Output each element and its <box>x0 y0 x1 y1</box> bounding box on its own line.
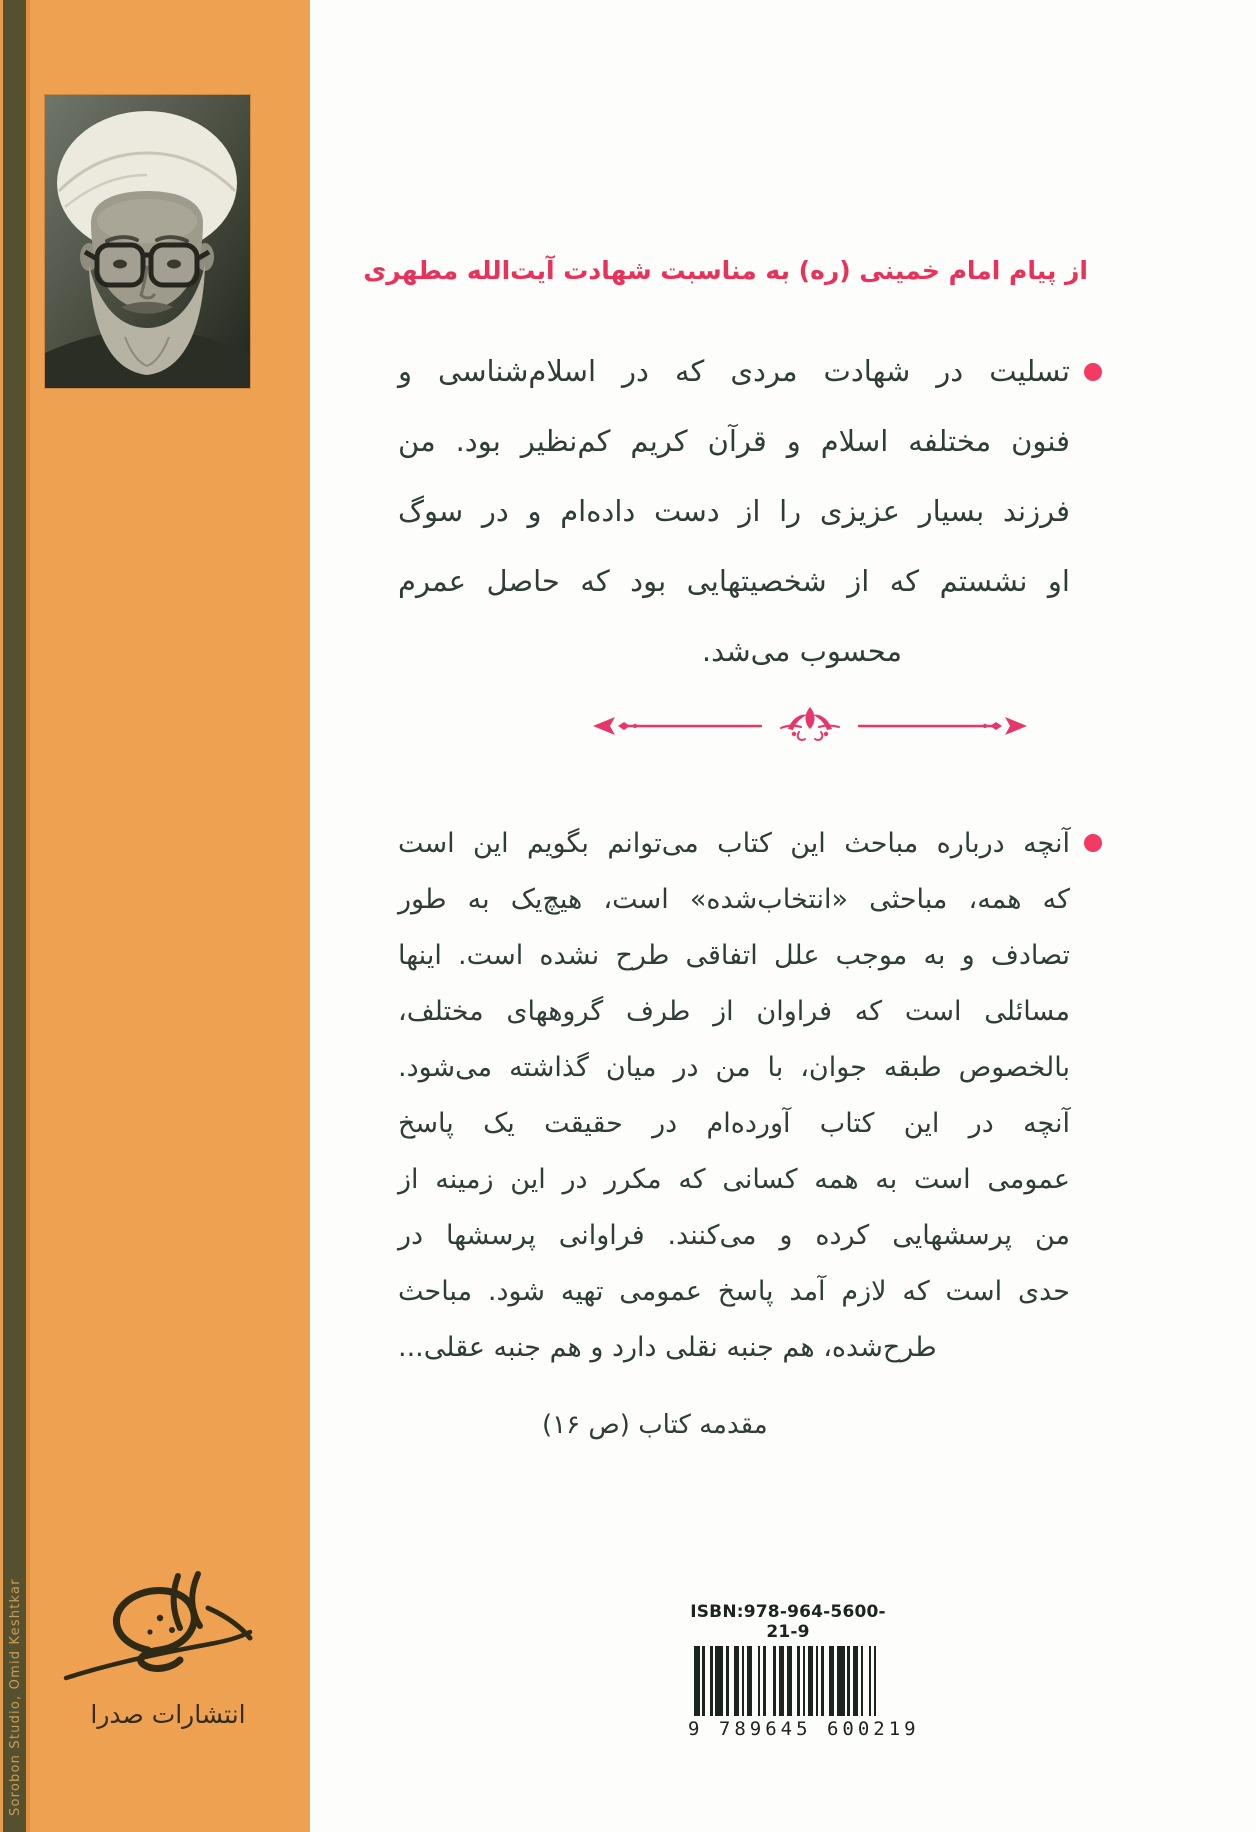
message-heading: از پیام امام خمینی (ره) به مناسبت شهادت آیت‌الله مطهری <box>363 256 1088 285</box>
bullet-icon <box>1084 834 1102 852</box>
quote-line: من پرسشهایی کرده و می‌کنند. فراوانی پرسشها در <box>398 1220 1070 1251</box>
quote-line: آنچه در این کتاب آورده‌ام در حقیقت یک پاسخ <box>398 1108 1070 1139</box>
barcode-bar <box>715 1646 723 1716</box>
quote-lines <box>398 816 1070 1376</box>
isbn-block <box>688 1602 920 1740</box>
barcode-digits: 9 789645 600219 <box>688 1718 920 1740</box>
quote-line: مسائلی است که فراوان از طرف گروههای مختلف، <box>398 996 1070 1027</box>
quote-line: او نشستم که از شخصیتهایی بود که حاصل عمرم <box>398 564 1070 598</box>
isbn-label: ISBN:978-964-5600-21-9 <box>690 1602 886 1642</box>
cleric-portrait-image <box>45 95 250 388</box>
quote-line: محسوب می‌شد. <box>701 634 902 668</box>
quote-line: آنچه درباره مباحث این کتاب می‌توانم بگویم این است <box>398 828 1070 859</box>
quote-lines <box>398 336 1070 686</box>
quote-line: حدی است که لازم آمد پاسخ عمومی تهیه شود. مباحث <box>398 1276 1070 1307</box>
barcode-gap <box>766 1646 774 1716</box>
source-reference: مقدمه کتاب (ص ۱۶) <box>542 1410 768 1440</box>
book-intro-quote <box>398 816 1070 1376</box>
quote-line: عمومی است به همه کسانی که مکرر در این زمینه از <box>398 1164 1070 1195</box>
quote-line: فرزند بسیار عزیزی را از دست داده‌ام و در سوگ <box>398 494 1070 528</box>
bullet-icon <box>1084 363 1102 381</box>
quote-line: فنون مختلفه اسلام و قرآن کریم کم‌نظیر بود. من <box>398 424 1070 458</box>
quote-line: که همه، مباحثی «انتخاب‌شده» است، هیچ‌یک به طور <box>398 884 1070 915</box>
khomeini-message-quote <box>398 336 1070 686</box>
quote-line: تسلیت در شهادت مردی که در اسلام‌شناسی و <box>398 354 1070 388</box>
quote-line: بالخصوص طبقه جوان، با من در میان گذاشته می‌شود. <box>398 1052 1070 1083</box>
ornament-divider-icon <box>585 702 1035 746</box>
publisher-logo-icon <box>60 1566 260 1698</box>
publisher-name: انتشارات صدرا <box>90 1700 246 1729</box>
band-edge-line <box>26 0 30 1832</box>
orange-band <box>26 0 310 1832</box>
quote-line: تصادف و به موجب علل اتفاقی طرح نشده است. اینها <box>398 940 1070 971</box>
barcode-bar <box>837 1646 845 1716</box>
studio-credit-text: Sorobon Studio, Omid Keshtkar <box>8 1578 23 1816</box>
barcode-gap <box>876 1646 881 1716</box>
quote-line: طرح‌شده، هم جنبه نقلی دارد و هم جنبه عقلی... <box>398 1332 937 1363</box>
spine-strip <box>0 0 26 1832</box>
barcode-image <box>688 1646 888 1716</box>
